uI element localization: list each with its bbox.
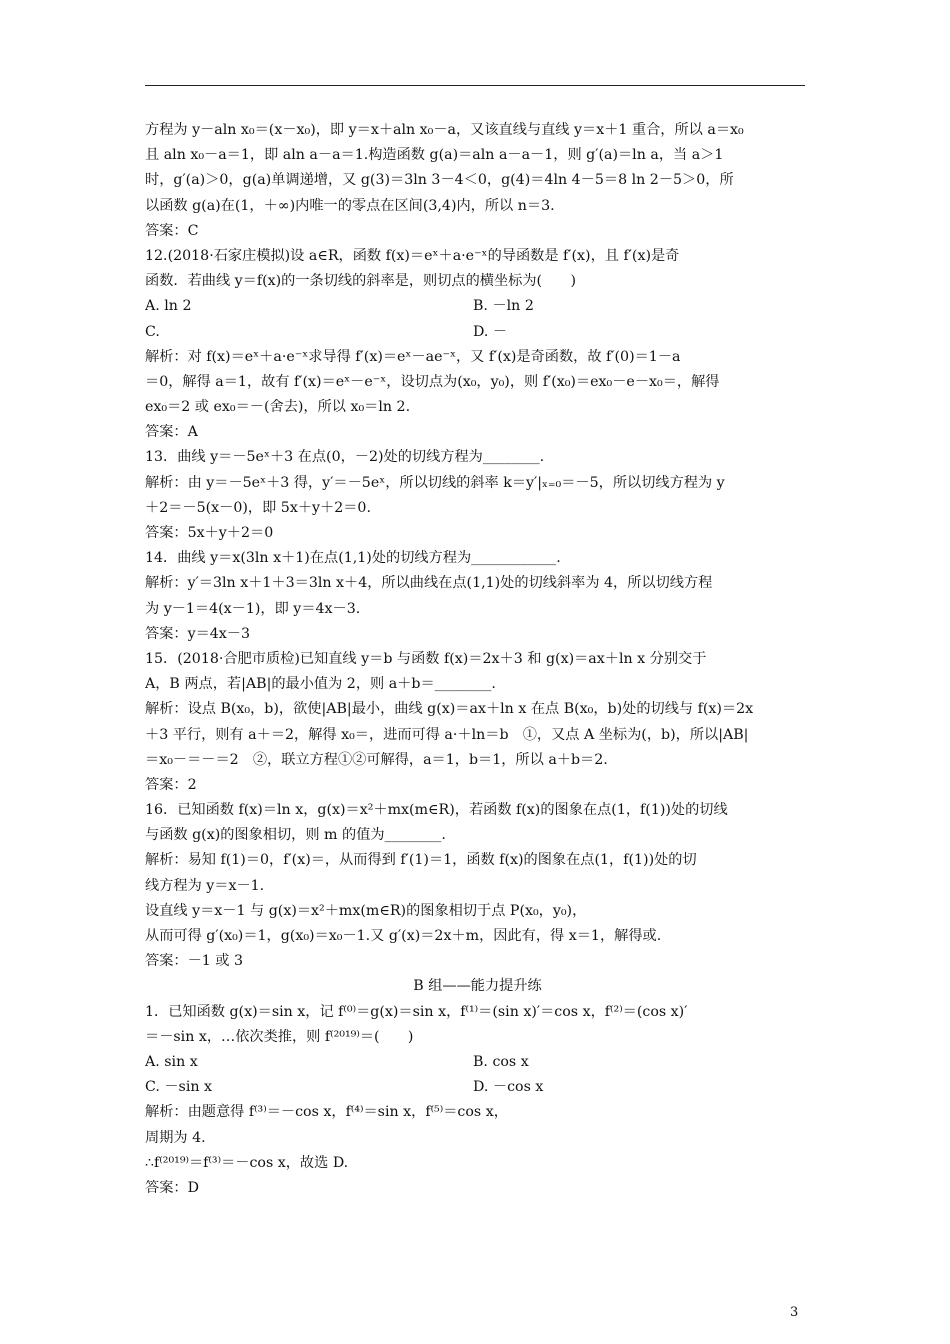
text-line: 线方程为 y＝x－1.	[145, 877, 265, 894]
text-line: 设直线 y＝x－1 与 g(x)＝x²＋mx(m∈R)的图象相切于点 P(x₀，y₀)，	[145, 902, 587, 919]
text-line: ＋2＝－5(x－0)，即 5x＋y＋2＝0.	[145, 499, 371, 516]
option-item: D. －	[473, 323, 508, 340]
header-rule	[145, 85, 805, 86]
text-line: 13．曲线 y＝－5eˣ＋3 在点(0，－2)处的切线方程为________.	[145, 449, 545, 466]
text-line: 解析：对 f(x)＝eˣ＋a·e⁻ˣ求导得 f′(x)＝eˣ－ae⁻ˣ，又 f′(x)是奇函数，故 f′(0)＝1－a	[145, 348, 681, 365]
text-line: 为 y－1＝4(x－1)，即 y＝4x－3.	[145, 600, 361, 617]
option-item: C. －sin x	[145, 1079, 213, 1096]
text-line: 答案：A	[145, 424, 198, 441]
text-line: 方程为 y－aln x₀＝(x－x₀)，即 y＝x＋aln x₀－a，又该直线与直线 y＝x＋1 重合，所以 a＝x₀	[145, 122, 744, 138]
text-line: 答案：D	[145, 1179, 199, 1196]
text-line: 解析：设点 B(x₀，b)，欲使|AB|最小，曲线 g(x)＝ax＋ln x 在点 B(x₀，b)处的切线与 f(x)＝2x	[145, 701, 754, 718]
page-number: 3	[790, 1305, 799, 1320]
option-row	[145, 294, 810, 319]
text-line: ＝x₀－＝－＝2 ②，联立方程①②可解得，a＝1，b＝1，所以 a＋b＝2.	[145, 751, 608, 768]
text-line: 解析：由题意得 f⁽³⁾＝－cos x，f⁽⁴⁾＝sin x，f⁽⁵⁾＝cos x，	[145, 1104, 508, 1121]
section-heading: B 组——能力提升练	[413, 978, 542, 995]
text-line: ∴f⁽²⁰¹⁹⁾＝f⁽³⁾＝－cos x，故选 D.	[145, 1154, 349, 1171]
text-line: ＋3 平行，则有 a＋＝2，解得 x₀＝，进而可得 a·＋ln＝b ①，又点 A 坐标为(，b)，所以|AB|	[145, 726, 749, 743]
text-line: 答案：y＝4x－3	[145, 625, 251, 642]
text-line: 从而可得 g′(x₀)＝1，g(x₀)＝x₀－1.又 g′(x)＝2x＋m，因此有，得 x＝1，解得或.	[145, 928, 662, 944]
text-line: 解析：易知 f(1)＝0，f′(x)＝，从而得到 f′(1)＝1，函数 f(x)的图象在点(1，f(1))处的切	[145, 852, 697, 869]
text-line: 函数．若曲线 y＝f(x)的一条切线的斜率是，则切点的横坐标为( )	[145, 273, 576, 290]
text-line: 答案：C	[145, 222, 199, 239]
option-item: A. ln 2	[145, 298, 192, 315]
text-line: ＝0，解得 a＝1，故有 f′(x)＝eˣ－e⁻ˣ，设切点为(x₀，y₀)，则 f′(x₀)＝ex₀－e－x₀＝，解得	[145, 373, 720, 390]
text-line: 答案：5x＋y＋2＝0	[145, 525, 274, 541]
option-row	[145, 320, 810, 345]
text-line: 以函数 g(a)在(1，＋∞)内唯一的零点在区间(3,4)内，所以 n＝3.	[145, 197, 555, 214]
option-item: B. －ln 2	[473, 298, 534, 315]
text-line: 答案：2	[145, 776, 197, 793]
document-body	[145, 118, 810, 1201]
text-line: ex₀＝2 或 ex₀＝－(舍去)，所以 x₀＝ln 2.	[145, 399, 411, 416]
text-line: 14．曲线 y＝x(3ln x＋1)在点(1,1)处的切线方程为____________.	[145, 550, 561, 567]
option-row	[145, 1075, 810, 1100]
option-item: A. sin x	[145, 1053, 198, 1070]
text-line: 1．已知函数 g(x)＝sin x，记 f⁽⁰⁾＝g(x)＝sin x，f⁽¹⁾＝(sin x)′＝cos x，f⁽²⁾＝(cos x)′	[145, 1003, 688, 1020]
text-line: 与函数 g(x)的图象相切，则 m 的值为________.	[145, 827, 446, 844]
option-item: B. cos x	[473, 1053, 529, 1070]
text-line: 答案：－1 或 3	[145, 953, 244, 970]
text-line: 15．(2018·合肥市质检)已知直线 y＝b 与函数 f(x)＝2x＋3 和 g(x)＝ax＋ln x 分别交于	[145, 650, 707, 667]
text-line: A，B 两点，若|AB|的最小值为 2，则 a＋b＝________.	[145, 676, 496, 693]
text-line: ＝－sin x，…依次类推，则 f⁽²⁰¹⁹⁾＝( )	[145, 1028, 414, 1045]
option-row	[145, 1050, 810, 1075]
text-line: 16．已知函数 f(x)＝ln x，g(x)＝x²＋mx(m∈R)，若函数 f(x)的图象在点(1，f(1))处的切线	[145, 802, 728, 819]
text-line: 解析：由 y＝－5eˣ＋3 得，y′＝－5eˣ，所以切线的斜率 k＝y′|ₓ₌₀＝－5，所以切线方程为 y	[145, 474, 725, 491]
option-item: D. －cos x	[473, 1079, 544, 1096]
text-line: 12.(2018·石家庄模拟)设 a∈R，函数 f(x)＝eˣ＋a·e⁻ˣ的导函数是 f′(x)，且 f′(x)是奇	[145, 247, 680, 264]
text-line: 且 aln x₀－a＝1，即 aln a－a＝1.构造函数 g(a)＝aln a－a－1，则 g′(a)＝ln a，当 a＞1	[145, 147, 724, 164]
text-line: 时，g′(a)＞0，g(a)单调递增，又 g(3)＝3ln 3－4＜0，g(4)＝4ln 4－5＝8 ln 2－5＞0，所	[145, 172, 734, 189]
text-line: 解析：y′＝3ln x＋1＋3＝3ln x＋4，所以曲线在点(1,1)处的切线斜率为 4，所以切线方程	[145, 575, 713, 592]
option-item: C.	[145, 323, 160, 340]
text-line: 周期为 4.	[145, 1129, 206, 1146]
